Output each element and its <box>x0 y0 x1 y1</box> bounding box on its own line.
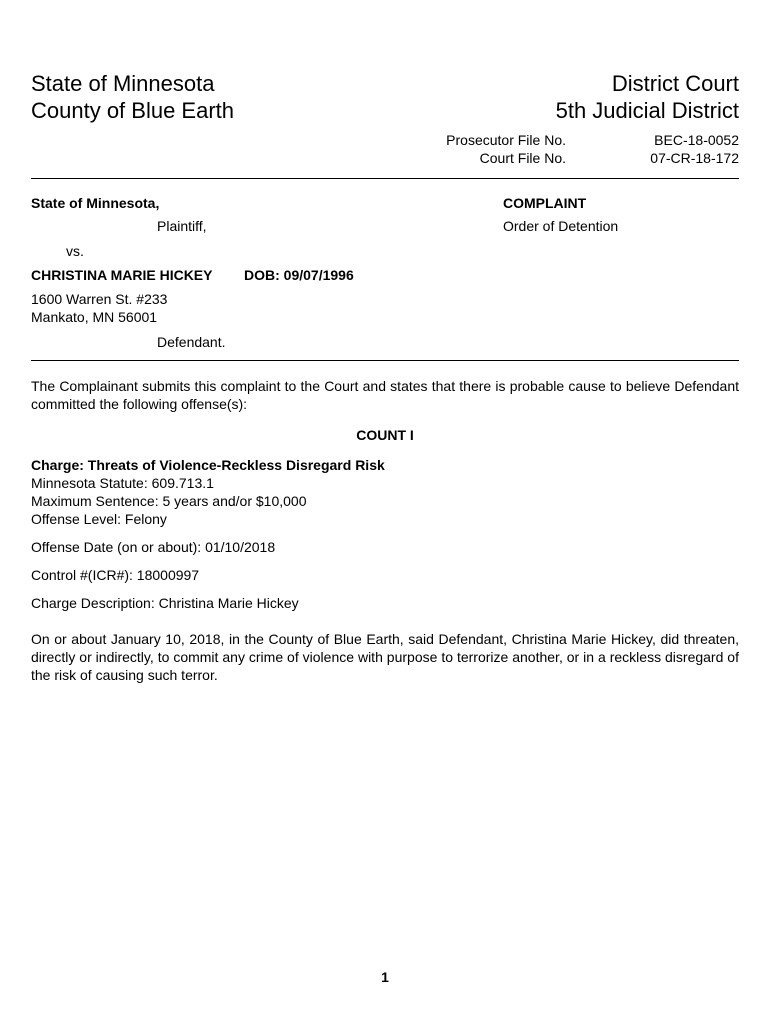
court-file-number: 07-CR-18-172 <box>650 150 739 166</box>
defendant-name: CHRISTINA MARIE HICKEY <box>31 267 213 283</box>
page-number: 1 <box>381 969 389 985</box>
intro-paragraph: The Complainant submits this complaint to the Court and states that there is probable cause to believe Defendant committed the following offense(s): <box>31 378 739 412</box>
county-heading: County of Blue Earth <box>31 98 235 123</box>
defendant-address-line2: Mankato, MN 56001 <box>31 309 158 325</box>
document-subtype: Order of Detention <box>503 218 619 234</box>
defendant-dob: DOB: 09/07/1996 <box>244 267 354 283</box>
court-file-label: Court File No. <box>479 150 566 166</box>
defendant-address-line1: 1600 Warren St. #233 <box>31 291 168 307</box>
caption-divider <box>31 360 739 361</box>
prosecutor-file-label: Prosecutor File No. <box>446 132 566 148</box>
statute-line: Minnesota Statute: 609.713.1 <box>31 475 214 491</box>
versus-label: vs. <box>66 243 84 259</box>
plaintiff-name: State of Minnesota, <box>31 195 160 211</box>
charge-description-line: Charge Description: Christina Marie Hickey <box>31 595 299 611</box>
prosecutor-file-number: BEC-18-0052 <box>654 132 739 148</box>
plaintiff-role: Plaintiff, <box>157 218 207 234</box>
control-number-line: Control #(ICR#): 18000997 <box>31 567 200 583</box>
count-title: COUNT I <box>356 427 414 443</box>
header-divider <box>31 178 739 179</box>
court-heading: District Court <box>611 71 739 96</box>
document-type: COMPLAINT <box>503 195 587 211</box>
offense-level-line: Offense Level: Felony <box>31 511 167 527</box>
defendant-role: Defendant. <box>157 334 226 350</box>
max-sentence-line: Maximum Sentence: 5 years and/or $10,000 <box>31 493 307 509</box>
charge-title: Charge: Threats of Violence-Reckless Disregard Risk <box>31 457 385 473</box>
state-heading: State of Minnesota <box>31 71 215 96</box>
offense-date-line: Offense Date (on or about): 01/10/2018 <box>31 539 276 555</box>
district-heading: 5th Judicial District <box>555 98 739 123</box>
narrative-paragraph: On or about January 10, 2018, in the County of Blue Earth, said Defendant, Christina Marie Hickey, did threaten, directly or indirectly, to commit any crime of violence with purpose to terrorize another, or in a reckless disregard of the risk of causing such terror. <box>31 631 739 683</box>
